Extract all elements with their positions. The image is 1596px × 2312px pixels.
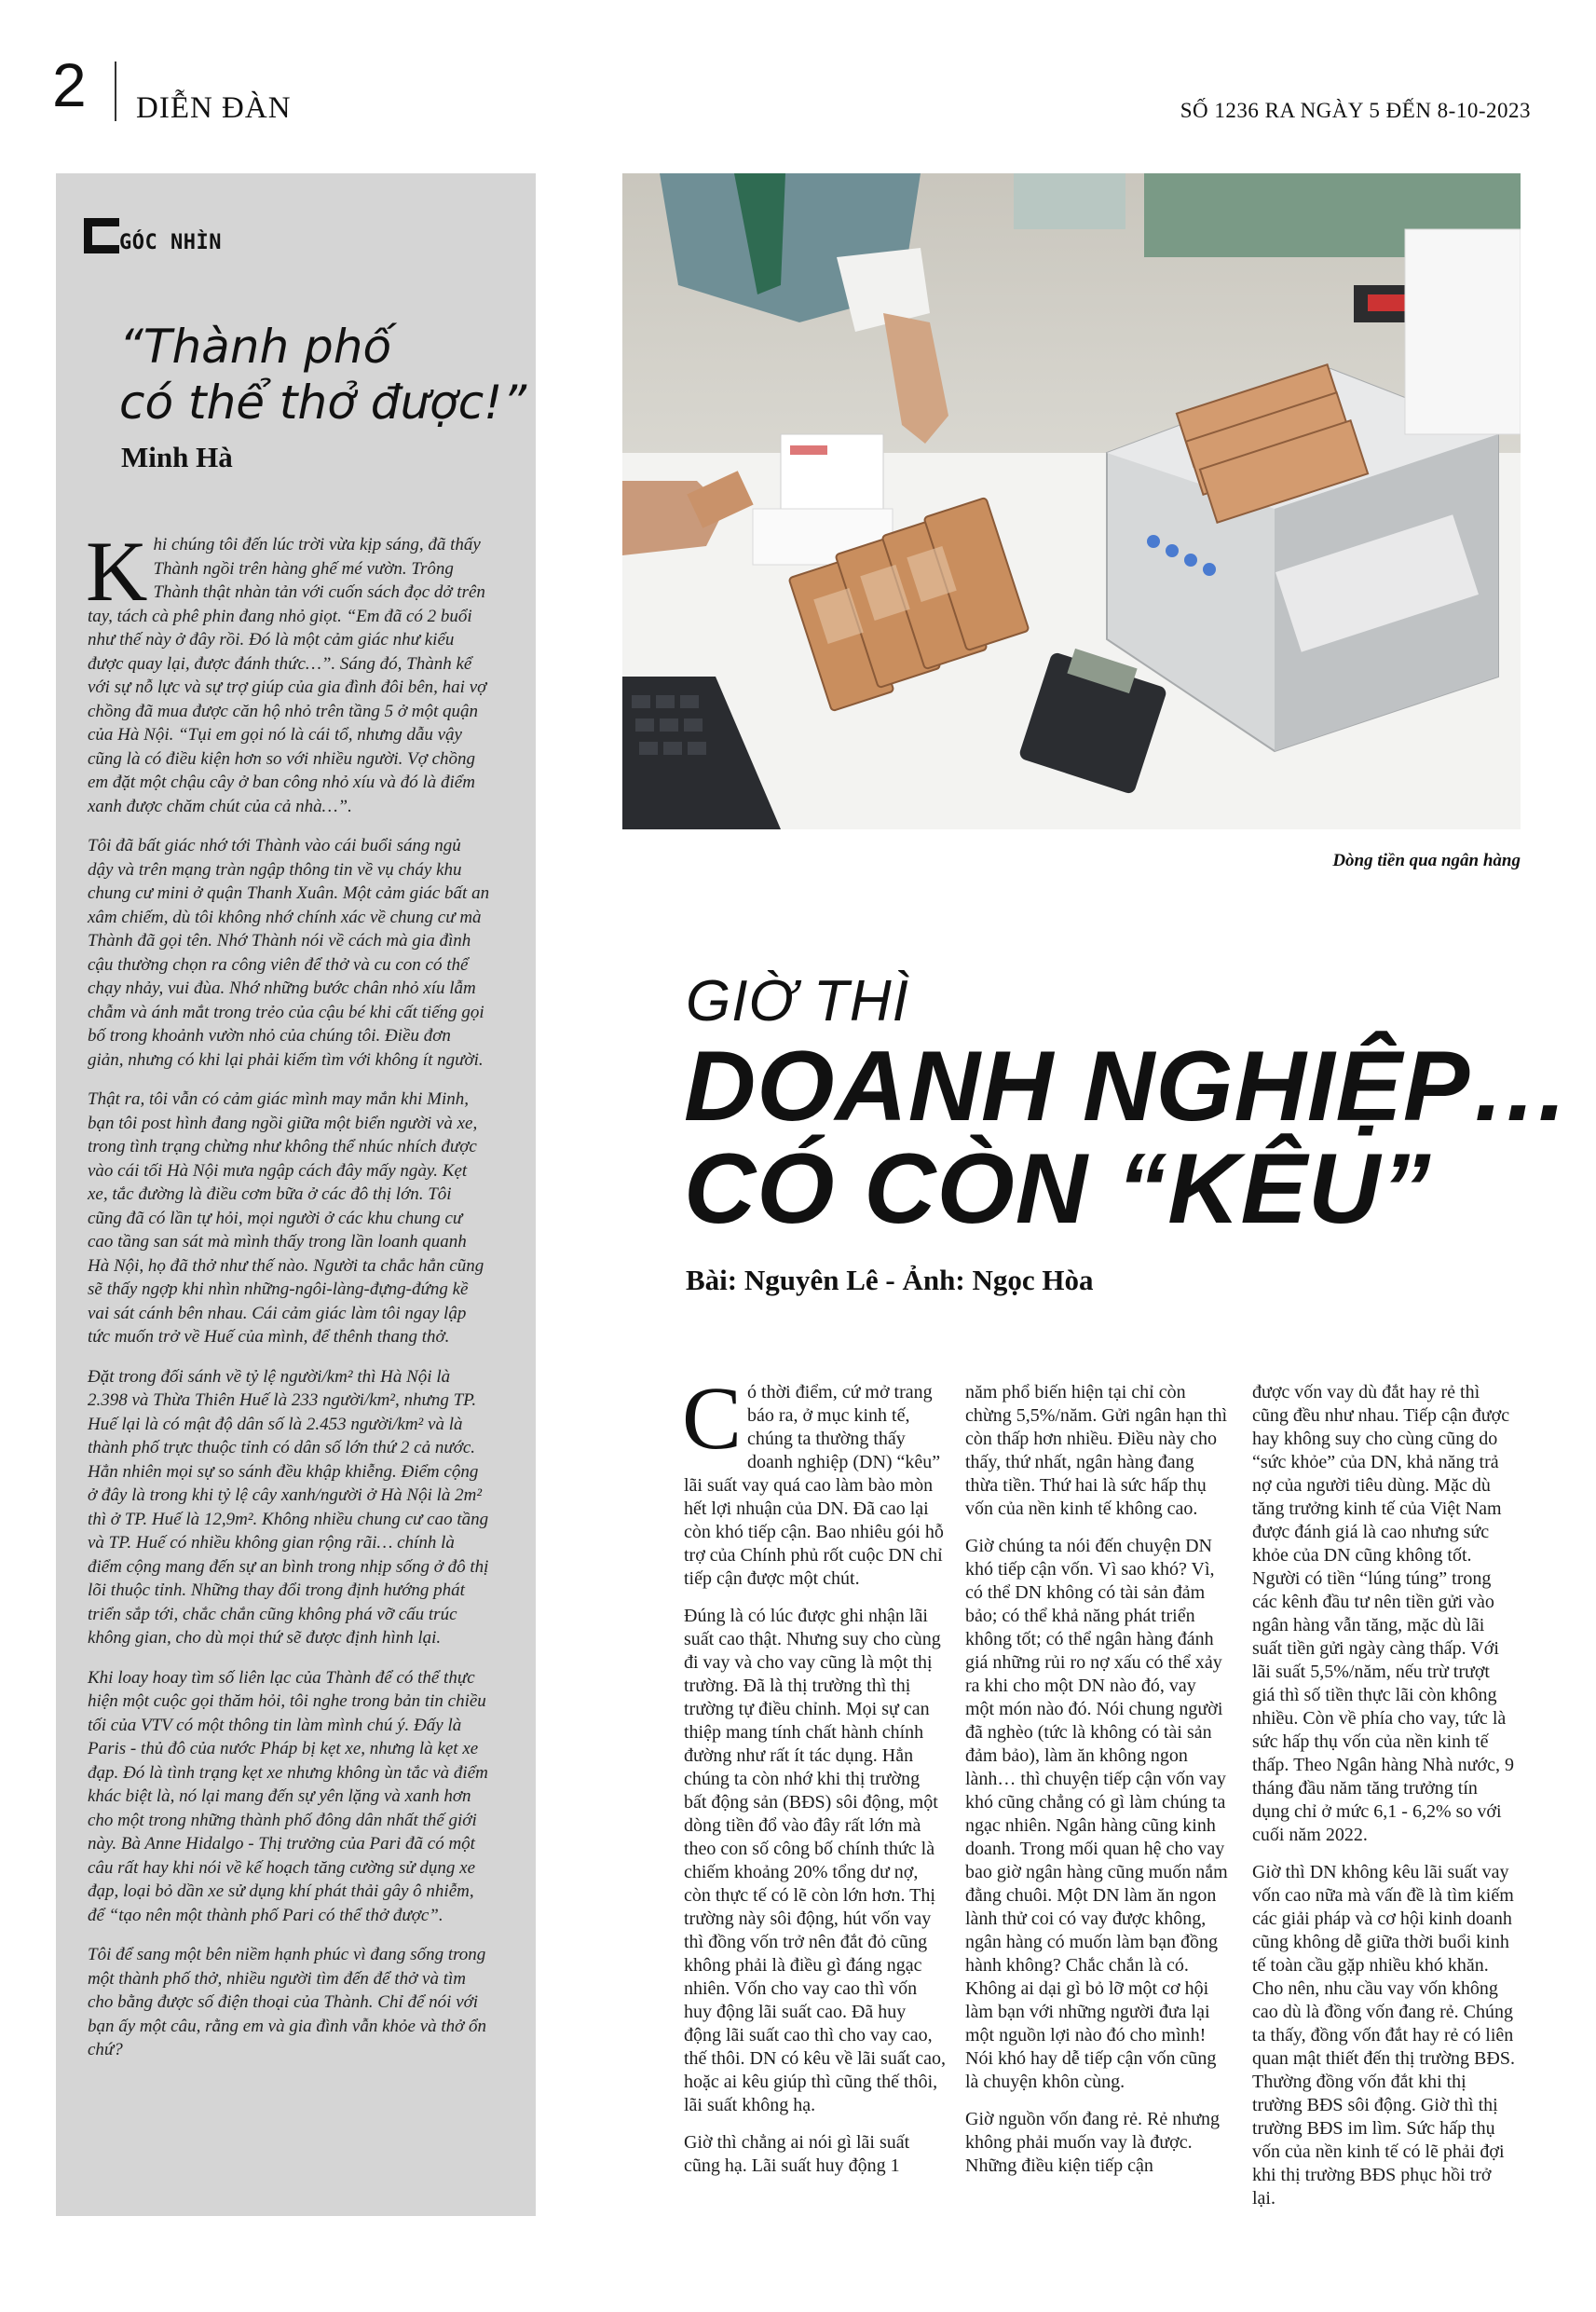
column-author: Minh Hà	[121, 441, 233, 473]
article-paragraph: Giờ thì DN không kêu lãi suất vay vốn cao nữa mà vấn đề là tìm kiếm các giải pháp và cơ hội kinh doanh cũng không dễ giữa thời buổi kinh tế toàn cầu gặp nhiều khó khăn. Cho nên, nhu cầu vay vốn không cao dù là đồng vốn đang rẻ. Chúng ta thấy, đồng vốn đắt hay rẻ có liên quan mật thiết đến thị trường BĐS. Thường đồng vốn đắt khi thị trường BĐS sôi động. Giờ thì thị trường BĐS im lìm. Sức hấp thụ vốn của nền kinh tế có lẽ phải đợi khi thị trường BĐS phục hồi trở lại.	[1252, 1862, 1515, 2209]
article-paragraph: Giờ thì chẳng ai nói gì lãi suất cũng hạ. Lãi suất huy động 1	[684, 2132, 910, 2176]
drop-cap: K	[86, 524, 148, 619]
headline-line: CÓ CÒN “KÊU”	[684, 1132, 1432, 1244]
article-photo	[622, 173, 1521, 829]
article-paragraph: Giờ nguồn vốn đang rẻ. Rẻ nhưng không phải muốn vay là được. Những điều kiện tiếp cận	[965, 2109, 1221, 2176]
column-paragraph: Thật ra, tôi vẫn có cảm giác mình may mắn khi Minh, bạn tôi post hình đang ngồi giữa một biển người và xe, trong tình trạng chừng như không thể nhúc nhích được vào cái tối Hà Nội mưa ngập cách đây mấy ngày. Kẹt xe, tắc đường là điều cơm bữa ở các đô thị lớn. Tôi cũng đã có lần tự hỏi, mọi người ở các khu chung cư cao tầng san sát mà mình thấy trong lần loanh quanh Hà Nội, họ đã thở như thế nào. Người ta chắc hẳn cũng sẽ thấy ngợp khi nhìn những-ngôi-làng-đựng-đứng kề vai sát cánh bên nhau. Cái cảm giác làm tôi ngay lập tức muốn trở về Huế của mình, để thênh thang thở.	[88, 1089, 484, 1347]
header-divider	[115, 62, 116, 121]
article-column	[682, 1368, 947, 2192]
column-paragraph: Khi chúng tôi đến lúc trời vừa kịp sáng, đã thấy Thành ngồi trên hàng ghế mé vườn. Trông Thành thật nhàn tản với cuốn sách đọc dở trên tay, tách cà phê phin đang nhỏ giọt. “Em đã có 2 buổi như thế này ở đây rồi. Đó là một cảm giác như kiểu được quay lại, được đánh thức…”. Sáng đó, Thành kể với sự nỗ lực và sự trợ giúp của gia đình đôi bên, hai vợ chồng đã mua được căn hộ nhỏ trên tầng 5 ở một quận của Hà Nội. “Tụi em gọi nó là cái tổ, nhưng dẫu vậy cũng là có điều kiện hơn so với nhiều người. Vợ chồng em đặt một chậu cây ở ban công nhỏ xíu và đó là điểm xanh được chăm chút của cả nhà…”.	[86, 524, 487, 816]
column-body	[86, 524, 490, 2078]
headline-line: DOANH NGHIỆP…	[684, 1030, 1572, 1142]
column-paragraph: Khi loay hoay tìm số liên lạc của Thành để có thể thực hiện một cuộc gọi thăm hỏi, tôi nghe trong bản tin chiều tối của VTV có một thông tin làm mình chú ý. Đấy là Paris - thủ đô của nước Pháp bị kẹt xe, nhưng là kẹt xe đạp. Đó là tình trạng kẹt xe nhưng không ùn tắc và điểm khác biệt là, nó lại mang đến sự yên lặng và xanh hơn cho một trong những thành phố đông dân nhất thế giới này. Bà Anne Hidalgo - Thị trưởng của Pari đã có một câu rất hay khi nói về kế hoạch tăng cường sử dụng xe đạp, loại bỏ dần xe sử dụng khí phát thải gây ô nhiễm, để “tạo nên một thành phố Pari có thể thở được”.	[88, 1667, 488, 1925]
column-paragraph: Đặt trong đối sánh về tỷ lệ người/km² thì Hà Nội là 2.398 và Thừa Thiên Huế là 233 người/km², nhưng TP. Huế lại là có mật độ dân số là 2.453 người/km² và là thành phố trực thuộc tỉnh có dân số lớn thứ 2 cả nước. Hẳn nhiên mọi sự so sánh đều khập khiễng. Điểm cộng ở đây là trong khi tỷ lệ cây xanh/người ở Hà Nội là 2m² thì ở TP. Huế là 12,9m². Không nhiều chung cư cao tầng và TP. Huế có nhiều không gian rộng rãi… chính là điểm cộng mang đến sự an bình trong nhịp sống ở đô thị lõi thuộc tỉnh. Những thay đổi trong định hướng phát triển sắp tới, chắc chắn cũng không phá vỡ cấu trúc không gian, cho dù mọi thứ sẽ được định hình lại.	[88, 1366, 489, 1648]
article-headline	[684, 1030, 1572, 1244]
column-title-line: “Thành phố	[119, 320, 392, 374]
article-paragraph: Giờ chúng ta nói đến chuyện DN khó tiếp cận vốn. Vì sao khó? Vì, có thể DN không có tài sản đảm bảo; có thể khả năng phát triển không tốt; có thể ngân hàng đánh giá những rủi ro nợ xấu có thể xảy ra khi cho một DN nào đó, vay một món nào đó. Nói chung người đã nghèo (tức là không có tài sản đảm bảo), làm ăn không ngon lành… thì chuyện tiếp cận vốn vay khó cũng chẳng có gì làm chúng ta ngạc nhiên. Ngân hàng cũng kinh doanh. Trong mối quan hệ cho vay bao giờ ngân hàng cũng muốn nắm đằng chuôi. Một DN làm ăn ngon lành thử coi có vay được không, ngân hàng có muốn làm bạn đồng hành không? Chắc chắn là có. Không ai dại gì bỏ lỡ một cơ hội làm bạn với những người đưa lại một nguồn lợi nào đó cho mình! Nói khó hay dễ tiếp cận vốn cũng là chuyện khôn cùng.	[965, 1536, 1228, 2092]
photo-caption: Dòng tiền qua ngân hàng	[1332, 851, 1521, 870]
drop-cap: C	[682, 1368, 743, 1468]
article-paragraph: Đúng là có lúc được ghi nhận lãi suất cao thật. Nhưng suy cho cùng đi vay và cho vay cũng là một thị trường. Đã là thị trường thì thị trường tự điều chỉnh. Mọi sự can thiệp mang tính chất hành chính đường như rất ít tác dụng. Hẳn chúng ta còn nhớ khi thị trường bất động sản (BĐS) sôi động, một dòng tiền đổ vào đây rất lớn mà theo con số công bố chính thức là chiếm khoảng 20% tổng dư nợ, còn thực tế có lẽ còn lớn hơn. Thị trường này sôi động, hút vốn vay thì đồng vốn trở nên đắt đỏ cũng không phải là điều gì đáng ngạc nhiên. Vốn cho vay cao thì vốn huy động lãi suất cao. Đã huy động lãi suất cao thì cho vay cao, thế thôi. DN có kêu về lãi suất cao, hoặc ai kêu giúp thì cũng thế thôi, lãi suất không hạ.	[684, 1606, 947, 2115]
article-byline: Bài: Nguyên Lê - Ảnh: Ngọc Hòa	[686, 1264, 1094, 1296]
page-number: 2	[52, 50, 87, 119]
article-column	[1252, 1381, 1515, 2224]
article-column	[965, 1381, 1228, 2192]
column-title	[119, 319, 529, 431]
article-paragraph: năm phổ biến hiện tại chỉ còn chừng 5,5%/năm. Gửi ngân hạn thì còn thấp hơn nhiều. Điều này cho thấy, thứ nhất, ngân hàng đang thừa tiền. Thứ hai là sức hấp thụ vốn của nền kinh tế không cao.	[965, 1382, 1228, 1519]
sidebar-label: GÓC NHÌN	[119, 231, 222, 254]
headline-kicker: GIỜ THÌ	[686, 969, 909, 1033]
section-bracket-icon	[84, 218, 119, 253]
article-paragraph: Có thời điểm, cứ mở trang báo ra, ở mục kinh tế, chúng ta thường thấy doanh nghiệp (DN) “kêu” lãi suất vay quá cao làm bào mòn hết lợi nhuận của DN. Đã cao lại còn khó tiếp cận. Bao nhiêu gói hỗ trợ của Chính phủ rốt cuộc DN chỉ tiếp cận được một chút.	[682, 1368, 944, 1589]
article-paragraph: được vốn vay dù đắt hay rẻ thì cũng đều như nhau. Tiếp cận được hay không suy cho cùng cũng do “sức khỏe” của DN, khả năng trả nợ của người tiêu dùng. Mặc dù tăng trưởng kinh tế của Việt Nam được đánh giá là cao nhưng sức khỏe của DN cũng không tốt. Người có tiền “lúng túng” trong các kênh đầu tư nên tiền gửi vào ngân hàng vẫn tăng, mặc dù lãi suất tiền gửi ngày càng thấp. Với lãi suất 5,5%/năm, nếu trừ trượt giá thì số tiền thực lãi còn không nhiều. Còn về phía cho vay, tức là sức hấp thụ vốn của nền kinh tế thấp. Theo Ngân hàng Nhà nước, 9 tháng đầu năm tăng trưởng tín dụng chỉ ở mức 6,1 - 6,2% so với cuối năm 2022.	[1252, 1382, 1514, 1845]
column-paragraph: Tôi để sang một bên niềm hạnh phúc vì đang sống trong một thành phố thở, nhiều người tìm đến để thở và tìm cho bằng được số điện thoại của Thành. Chỉ để nói với bạn ấy một câu, rằng em và gia đình vẫn khỏe và thở ổn chứ?	[88, 1945, 487, 2059]
section-title: DIỄN ĐÀN	[136, 91, 292, 125]
issue-date: SỐ 1236 RA NGÀY 5 ĐẾN 8-10-2023	[1180, 99, 1531, 122]
column-paragraph: Tôi đã bất giác nhớ tới Thành vào cái buổi sáng ngủ dậy và trên mạng tràn ngập thông tin về vụ cháy khu chung cư mini ở quận Thanh Xuân. Một cảm giác bất an xâm chiếm, dù tôi không nhớ chính xác về chung cư mà Thành đã gọi tên. Nhớ Thành nói về cách mà gia đình cậu thường chọn ra công viên để thở và cu con có thể chạy nhảy, vui đùa. Nhớ những bước chân nhỏ xíu lẫm chẫm và ánh mắt trong trẻo của cậu bé khi cất tiếng gọi bố trong khoảnh vườn nhỏ của chúng tôi. Điều đơn giản, nhưng có khi lại phải kiếm tìm với không ít người.	[88, 836, 490, 1070]
column-title-line: có thể thở được!”	[119, 376, 527, 430]
